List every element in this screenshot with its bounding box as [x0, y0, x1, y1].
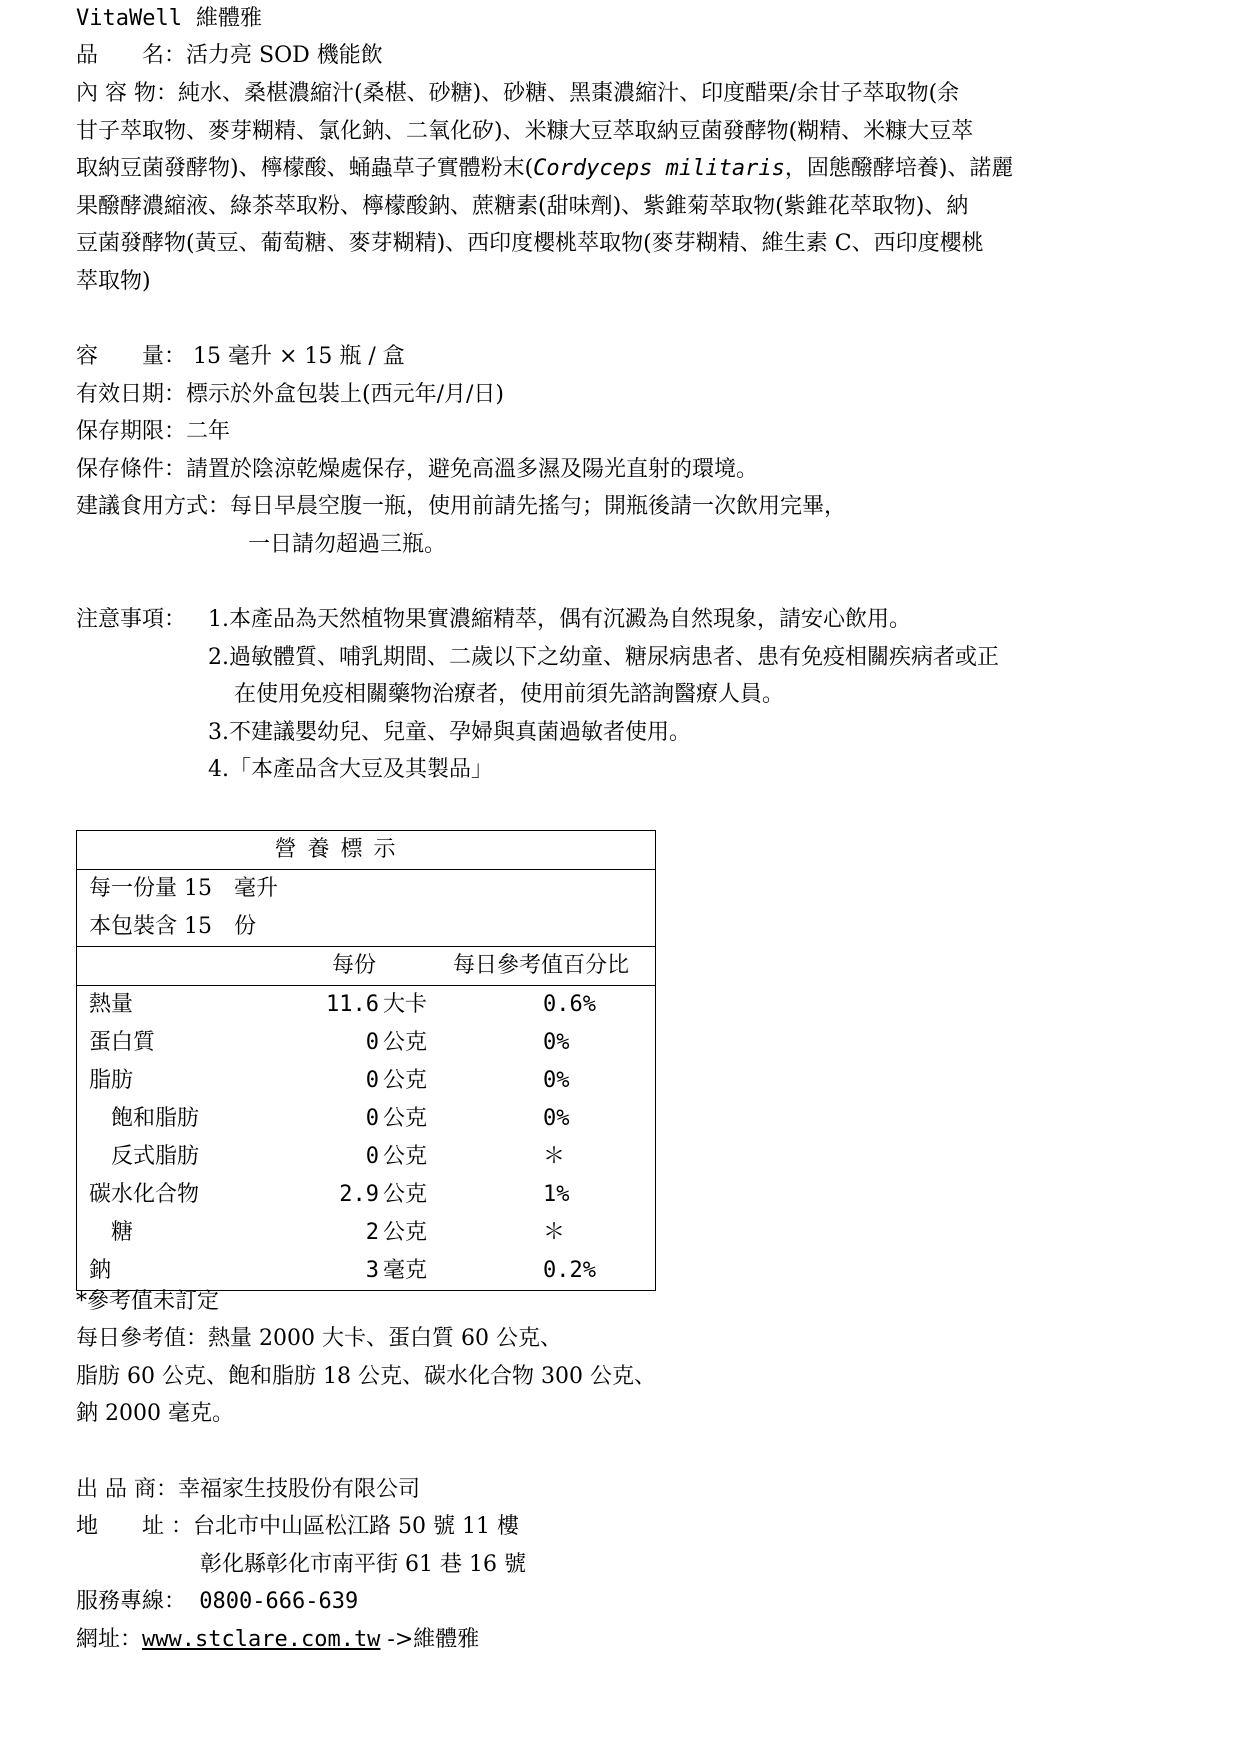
address-line-2: 彰化縣彰化市南平街 61 巷 16 號 [200, 1552, 526, 1577]
daily-reference-line-1: 每日參考值：熱量 2000 大卡、蛋白質 60 公克、 [76, 1326, 562, 1351]
storage-value: 請置於陰涼乾燥處保存，避免高溫多濕及陽光直射的環境。 [186, 457, 759, 482]
expiry-value: 標示於外盒包裝上(西元年/月/日) [186, 382, 505, 407]
nutrition-row [77, 1024, 656, 1062]
ingredients-line-3a: 取納豆菌發酵物)、檸檬酸、蛹蟲草子實體粉末( [76, 156, 534, 181]
nutrient-amount: 0 [365, 1144, 379, 1169]
manufacturer-row [76, 1471, 420, 1509]
nutrient-daily-pct: 0% [543, 1030, 570, 1055]
nutrient-name: 鈉 [89, 1258, 112, 1283]
note-item-2b: 在使用免疫相關藥物治療者，使用前須先諮詢醫療人員。 [234, 682, 785, 707]
nutrition-row [77, 986, 656, 1025]
ingredients-label: 內 容 物： [76, 81, 178, 106]
hotline-number: 0800-666-639 [186, 1589, 359, 1614]
nutrient-daily-pct: 0% [543, 1106, 570, 1131]
website-label: 網址： [76, 1627, 143, 1652]
nutrition-row [77, 1214, 656, 1252]
ingredients [76, 75, 1126, 300]
ingredients-line-4: 果醱酵濃縮液、綠茶萃取粉、檸檬酸鈉、蔗糖素(甜味劑)、紫錐菊萃取物(紫錐花萃取物)、納 [76, 193, 969, 219]
nutrient-name: 糖 [89, 1220, 134, 1245]
note-item-3: 3.不建議嬰幼兒、兒童、孕婦與真菌過敏者使用。 [208, 720, 691, 745]
nutrient-amount: 0 [365, 1068, 379, 1093]
nutrition-row [77, 1100, 656, 1138]
column-header-daily-pct: 每日參考值百分比 [443, 947, 656, 986]
website-link[interactable]: www.stclare.com.tw [142, 1627, 381, 1652]
usage-line-2: 一日請勿超過三瓶。 [248, 532, 447, 557]
nutrient-name: 飽和脂肪 [89, 1106, 200, 1131]
nutrient-unit: 公克 [383, 1068, 428, 1093]
nutrient-name: 碳水化合物 [89, 1182, 200, 1207]
ingredients-line-1: 純水、桑椹濃縮汁(桑椹、砂糖)、砂糖、黑棗濃縮汁、印度醋栗/余甘子萃取物(余 [178, 81, 960, 106]
product-name: 活力亮 SOD 機能飲 [186, 43, 383, 68]
daily-reference-line-3: 鈉 2000 毫克。 [76, 1401, 234, 1426]
nutrient-daily-pct: 1% [543, 1182, 570, 1207]
nutrient-amount: 0 [365, 1030, 379, 1055]
nutrition-table [76, 830, 656, 1291]
usage-line-1: 每日早晨空腹一瓶，使用前請先搖勻；開瓶後請一次飲用完畢， [230, 494, 847, 519]
shelf-life-value: 二年 [186, 419, 231, 444]
nutrient-daily-pct: 0.6% [443, 986, 656, 1025]
nutrient-unit: 公克 [383, 1144, 428, 1169]
nutrient-daily-pct: ＊ [543, 1144, 566, 1169]
ingredients-line-3b: ，固態醱酵培養)、諾麗 [784, 156, 1014, 181]
shelf-life-label: 保存期限： [76, 419, 187, 444]
shelf-life-row [76, 413, 230, 451]
nutrient-unit: 公克 [383, 1182, 428, 1207]
brand-name: VitaWell [76, 6, 182, 31]
ingredients-line-2: 甘子萃取物、麥芽糊精、氯化鈉、二氧化矽)、米糠大豆萃取納豆菌發酵物(糊精、米糠大豆萃 [76, 118, 974, 144]
manufacturer-label: 出 品 商： [76, 1477, 178, 1502]
expiry-row [76, 376, 504, 414]
note-item-4: 4.「本產品含大豆及其製品」 [208, 757, 493, 782]
usage-row [76, 488, 846, 526]
expiry-label: 有效日期： [76, 382, 187, 407]
serving-size: 每一份量 15 毫升 [77, 870, 656, 909]
storage-row [76, 451, 758, 489]
product-name-row [76, 37, 383, 75]
nutrient-daily-pct: ＊ [543, 1220, 566, 1245]
note-item-1: 1.本產品為天然植物果實濃縮精萃，偶有沉澱為自然現象，請安心飲用。 [208, 607, 911, 632]
address-row [76, 1508, 519, 1546]
website-suffix: ->維體雅 [380, 1627, 480, 1652]
volume-row [76, 338, 405, 376]
hotline-row [76, 1583, 358, 1621]
ingredients-line-6: 萃取物) [76, 268, 151, 294]
nutrient-name: 熱量 [77, 986, 280, 1025]
volume-label: 容 量： [76, 344, 187, 369]
storage-label: 保存條件： [76, 457, 187, 482]
nutrient-amount: 2.9 [339, 1182, 379, 1207]
nutrient-unit: 毫克 [383, 1258, 428, 1283]
servings-per-package: 本包裝含 15 份 [89, 914, 256, 939]
website-row [76, 1621, 479, 1659]
product-name-label: 品 名： [76, 43, 187, 68]
nutrition-row [77, 1138, 656, 1176]
nutrient-unit: 公克 [383, 1030, 428, 1055]
note-item-2a: 2.過敏體質、哺乳期間、二歲以下之幼童、糖尿病患者、患有免疫相關疾病者或正 [208, 645, 999, 670]
nutrient-unit: 公克 [383, 1106, 428, 1131]
nutrient-amount: 0 [365, 1106, 379, 1131]
nutrient-name: 脂肪 [89, 1068, 134, 1093]
manufacturer-name: 幸福家生技股份有限公司 [178, 1477, 421, 1502]
nutrient-unit: 公克 [383, 1220, 428, 1245]
column-header-per-serving: 每份 [279, 947, 443, 986]
nutrition-row [77, 1176, 656, 1214]
nutrient-daily-pct: 0.2% [543, 1258, 596, 1283]
address-label: 地 址 ： [76, 1514, 193, 1539]
notes-label: 注意事項： [76, 607, 187, 632]
nutrition-title: 營 養 標 示 [274, 837, 398, 862]
nutrient-name: 反式脂肪 [89, 1144, 200, 1169]
ingredients-line-5: 豆菌發酵物(黃豆、葡萄糖、麥芽糊精)、西印度櫻桃萃取物(麥芽糊精、維生素 C、西印度櫻桃 [76, 231, 984, 256]
brand-header [76, 0, 262, 38]
ingredients-latin-name: Cordyceps militaris [533, 156, 785, 181]
brand-name-cn: 維體雅 [195, 6, 262, 31]
nutrient-amount: 3 [365, 1258, 379, 1283]
volume-value: 15 毫升 × 15 瓶 / 盒 [186, 344, 405, 369]
nutrient-name: 蛋白質 [89, 1030, 156, 1055]
nutrition-footnote: *參考值未訂定 [76, 1289, 220, 1314]
nutrient-daily-pct: 0% [543, 1068, 570, 1093]
nutrient-amount: 2 [365, 1220, 379, 1245]
daily-reference-line-2: 脂肪 60 公克、飽和脂肪 18 公克、碳水化合物 300 公克、 [76, 1364, 656, 1389]
nutrition-row [77, 1062, 656, 1100]
address-line-1: 台北市中山區松江路 50 號 11 樓 [193, 1514, 519, 1539]
nutrient-unit: 大卡 [379, 986, 443, 1025]
usage-label: 建議食用方式： [76, 494, 231, 519]
hotline-label: 服務專線： [76, 1589, 187, 1614]
nutrient-amount: 11.6 [279, 986, 379, 1025]
